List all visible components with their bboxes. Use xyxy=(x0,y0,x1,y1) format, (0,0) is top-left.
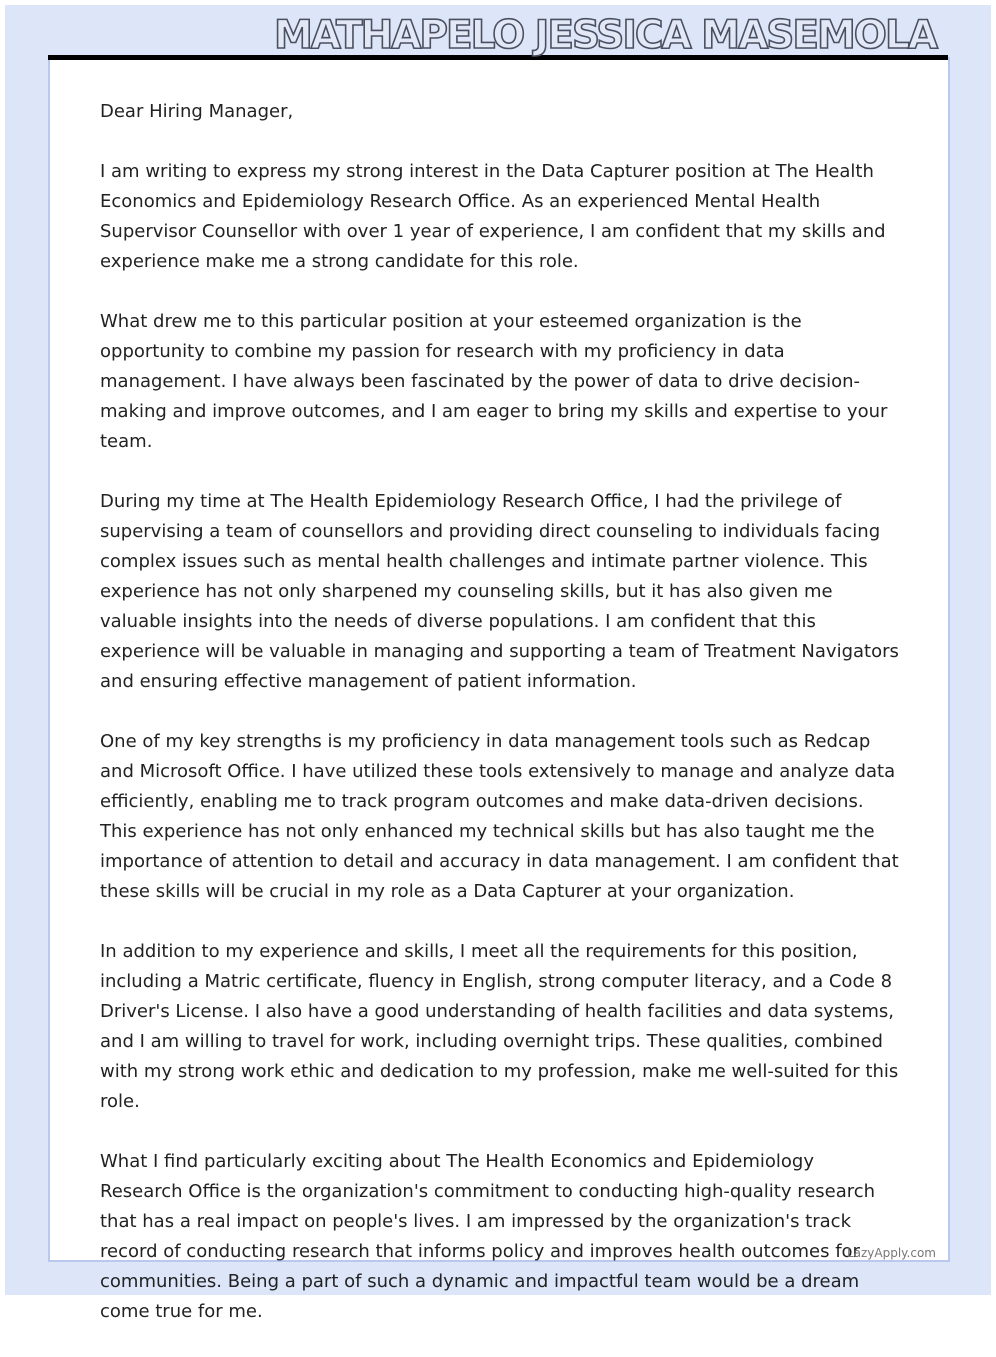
applicant-name: MATHAPELO JESSICA MASEMOLA xyxy=(274,13,936,58)
paragraph-organization: What I find particularly exciting about The Health Economics and Epidemiology Research Office is the organization's commitment to conducting high-quality research that has a real impact on people's lives. I am impressed by the organization's track record of conducting research that informs policy and improves health outcomes for communities. Being a part of such a dynamic and impactful team would be a dream come true for me. xyxy=(100,1151,876,1322)
cover-letter-body xyxy=(100,97,900,1357)
salutation: Dear Hiring Manager, xyxy=(100,101,294,122)
paragraph-requirements: In addition to my experience and skills, I meet all the requirements for this position, including a Matric certificate, fluency in English, strong computer literacy, and a Code 8 Driver's License. I also have a good understanding of health facilities and data systems, and I am willing to travel for work, including overnight trips. These qualities, combined with my strong work ethic and dedication to my profession, make me well-suited for this role. xyxy=(100,941,899,1112)
watermark: LazyApply.com xyxy=(846,1246,936,1260)
paragraph-experience: During my time at The Health Epidemiology Research Office, I had the privilege of supervising a team of counsellors and providing direct counseling to individuals facing complex issues such as mental health challenges and intimate partner violence. This experience has not only sharpened my counseling skills, but it has also given me valuable insights into the needs of diverse populations. I am confident that this experience will be valuable in managing and supporting a team of Treatment Navigators and ensuring effective management of patient information. xyxy=(100,491,899,692)
paragraph-motivation: What drew me to this particular position at your esteemed organization is the opportunity to combine my passion for research with my proficiency in data management. I have always been fascinated by the power of data to drive decision-making and improve outcomes, and I am eager to bring my skills and expertise to your team. xyxy=(100,311,888,452)
paragraph-interest: I am writing to express my strong interest in the Data Capturer position at The Health Economics and Epidemiology Research Office. As an experienced Mental Health Supervisor Counsellor with over 1 year of experience, I am confident that my skills and experience make me a strong candidate for this role. xyxy=(100,161,886,272)
paragraph-strengths: One of my key strengths is my proficiency in data management tools such as Redcap and Microsoft Office. I have utilized these tools extensively to manage and analyze data efficiently, enabling me to track program outcomes and make data-driven decisions. This experience has not only enhanced my technical skills but has also taught me the importance of attention to detail and accuracy in data management. I am confident that these skills will be crucial in my role as a Data Capturer at your organization. xyxy=(100,731,899,902)
